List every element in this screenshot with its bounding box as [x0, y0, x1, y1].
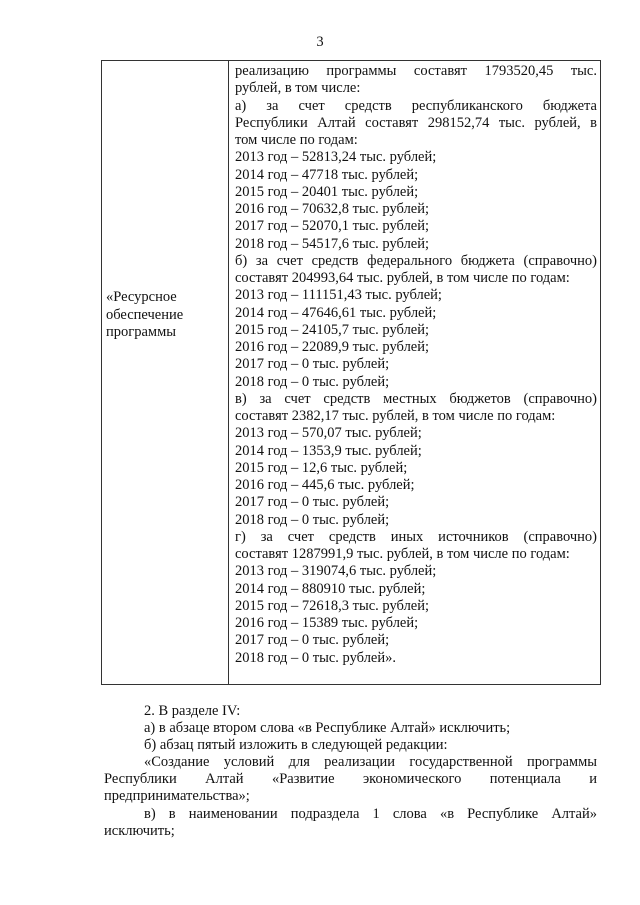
right-cell-line: 2013 год – 319074,6 тыс. рублей; — [235, 563, 437, 580]
table-right-cell — [235, 63, 597, 667]
right-cell-line: рублей, в том числе: — [235, 80, 361, 97]
paragraph: б) абзац пятый изложить в следующей редакции: — [144, 737, 448, 754]
paragraph-line: исключить; — [104, 822, 175, 839]
amendment-text — [104, 703, 597, 840]
right-cell-line: 2016 год – 70632,8 тыс. рублей; — [235, 201, 430, 217]
paragraph-line: «Создание условий для реализации государственной программы — [144, 754, 597, 771]
right-cell-line: составят 1287991,9 тыс. рублей, в том числе по годам: — [235, 546, 570, 562]
right-cell-line: г) за счет средств иных источников (справочно) — [235, 528, 597, 545]
right-cell-line: 2014 год – 47718 тыс. рублей; — [235, 166, 419, 183]
right-cell-line: 2018 год – 0 тыс. рублей; — [235, 373, 390, 390]
right-cell-line: б) за счет средств федерального бюджета (справочно) — [235, 252, 597, 269]
paragraph-line: предпринимательства»; — [104, 788, 250, 805]
right-cell-line: том числе по годам: — [235, 132, 358, 148]
right-cell-line: 2017 год – 0 тыс. рублей; — [235, 632, 390, 649]
right-cell-line: 2015 год – 72618,3 тыс. рублей; — [235, 597, 430, 614]
left-cell-line: «Ресурсное — [106, 289, 177, 305]
right-cell-line: 2017 год – 0 тыс. рублей; — [235, 356, 390, 373]
right-cell-line: 2016 год – 15389 тыс. рублей; — [235, 615, 419, 631]
right-cell-line: реализацию программы составят 1793520,45 тыс. — [235, 63, 597, 79]
right-cell-line: составят 204993,64 тыс. рублей, в том числе по годам: — [235, 270, 570, 286]
right-cell-line: Республики Алтай составят 298152,74 тыс. рублей, в — [235, 114, 597, 131]
column-divider — [228, 61, 229, 684]
page-number: 3 — [316, 34, 324, 50]
right-cell-line: 2014 год – 1353,9 тыс. рублей; — [235, 442, 422, 459]
right-cell-line: 2013 год – 111151,43 тыс. рублей; — [235, 287, 442, 304]
paragraph: а) в абзаце втором слова «в Республике Алтай» исключить; — [144, 720, 511, 737]
right-cell-line: а) за счет средств республиканского бюджета — [235, 97, 597, 114]
right-cell-line: 2013 год – 570,07 тыс. рублей; — [235, 425, 422, 442]
paragraph-line: Республики Алтай «Развитие экономического потенциала и — [104, 771, 597, 788]
paragraph: 2. В разделе IV: — [144, 703, 241, 719]
table-left-cell — [106, 289, 224, 342]
right-cell-line: составят 2382,17 тыс. рублей, в том числе по годам: — [235, 408, 556, 424]
right-cell-line: 2018 год – 0 тыс. рублей». — [235, 649, 397, 666]
right-cell-line: 2015 год – 12,6 тыс. рублей; — [235, 459, 408, 476]
right-cell-line: 2015 год – 20401 тыс. рублей; — [235, 183, 419, 200]
right-cell-line: 2014 год – 47646,61 тыс. рублей; — [235, 304, 437, 321]
right-cell-line: 2016 год – 445,6 тыс. рублей; — [235, 477, 415, 493]
resource-table — [101, 60, 601, 685]
right-cell-line: 2017 год – 52070,1 тыс. рублей; — [235, 218, 430, 235]
right-cell-line: в) за счет средств местных бюджетов (справочно) — [235, 390, 597, 407]
left-cell-line: программы — [106, 324, 176, 341]
left-cell-line: обеспечение — [106, 306, 184, 323]
right-cell-line: 2015 год – 24105,7 тыс. рублей; — [235, 321, 430, 338]
right-cell-line: 2018 год – 0 тыс. рублей; — [235, 511, 390, 528]
right-cell-line: 2018 год – 54517,6 тыс. рублей; — [235, 235, 430, 252]
right-cell-line: 2014 год – 880910 тыс. рублей; — [235, 580, 426, 597]
right-cell-line: 2017 год – 0 тыс. рублей; — [235, 494, 390, 511]
right-cell-line: 2016 год – 22089,9 тыс. рублей; — [235, 339, 430, 355]
right-cell-line: 2013 год – 52813,24 тыс. рублей; — [235, 149, 437, 166]
paragraph-line: в) в наименовании подраздела 1 слова «в Республике Алтай» — [144, 805, 597, 822]
